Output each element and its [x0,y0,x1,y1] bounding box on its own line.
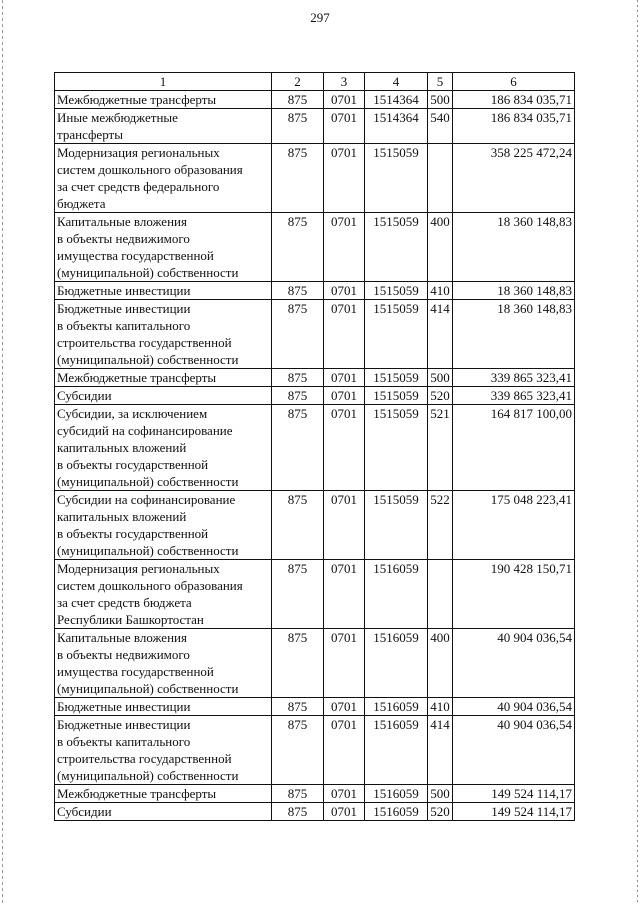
table-row [55,369,575,387]
cell-amount: 149 524 114,17 [453,803,575,821]
cell-target-code: 1515059 [365,491,428,560]
table-row [55,213,575,282]
cell-section-code: 0701 [324,369,365,387]
cell-expense-type: 500 [428,369,453,387]
cell-target-code: 1514364 [365,109,428,144]
cell-name: Капитальные вложения в объекты недвижимого имущества государственной (муниципальной) собственности [55,213,272,282]
cell-admin-code: 875 [272,109,324,144]
table-row [55,491,575,560]
cell-name: Иные межбюджетные трансферты [55,109,272,144]
cell-section-code: 0701 [324,91,365,109]
cell-section-code: 0701 [324,282,365,300]
cell-admin-code: 875 [272,803,324,821]
cell-name: Модернизация региональных систем дошкольного образования за счет средств бюджета Республики Башкортостан [55,560,272,629]
cell-expense-type: 540 [428,109,453,144]
cell-expense-type: 521 [428,405,453,491]
scan-edge-left [2,0,3,905]
cell-name: Капитальные вложения в объекты недвижимого имущества государственной (муниципальной) собственности [55,629,272,698]
table-row [55,716,575,785]
cell-section-code: 0701 [324,213,365,282]
cell-expense-type: 414 [428,300,453,369]
cell-target-code: 1515059 [365,282,428,300]
cell-amount: 339 865 323,41 [453,387,575,405]
cell-admin-code: 875 [272,698,324,716]
cell-name: Субсидии на софинансирование капитальных вложений в объекты государственной (муниципальной) собственности [55,491,272,560]
cell-admin-code: 875 [272,491,324,560]
cell-admin-code: 875 [272,213,324,282]
cell-expense-type: 414 [428,716,453,785]
table-row [55,282,575,300]
cell-expense-type: 410 [428,698,453,716]
cell-amount: 40 904 036,54 [453,716,575,785]
cell-amount: 149 524 114,17 [453,785,575,803]
table-row [55,560,575,629]
header-col-2: 2 [272,73,324,91]
cell-expense-type: 410 [428,282,453,300]
cell-section-code: 0701 [324,300,365,369]
cell-section-code: 0701 [324,491,365,560]
cell-admin-code: 875 [272,91,324,109]
cell-admin-code: 875 [272,405,324,491]
header-col-3: 3 [324,73,365,91]
header-col-1: 1 [55,73,272,91]
cell-name: Бюджетные инвестиции в объекты капитального строительства государственной (муниципальной) собственности [55,300,272,369]
cell-target-code: 1515059 [365,213,428,282]
cell-admin-code: 875 [272,716,324,785]
table-header-row [55,73,575,91]
cell-section-code: 0701 [324,387,365,405]
cell-section-code: 0701 [324,109,365,144]
cell-section-code: 0701 [324,698,365,716]
cell-target-code: 1515059 [365,369,428,387]
cell-expense-type: 500 [428,785,453,803]
scan-edge-right [637,0,638,905]
cell-amount: 40 904 036,54 [453,698,575,716]
cell-name: Межбюджетные трансферты [55,369,272,387]
cell-amount: 339 865 323,41 [453,369,575,387]
header-col-5: 5 [428,73,453,91]
cell-target-code: 1514364 [365,91,428,109]
page-number: 297 [310,10,330,25]
cell-admin-code: 875 [272,144,324,213]
cell-amount: 40 904 036,54 [453,629,575,698]
table-row [55,144,575,213]
cell-admin-code: 875 [272,369,324,387]
cell-section-code: 0701 [324,716,365,785]
cell-section-code: 0701 [324,803,365,821]
cell-amount: 190 428 150,71 [453,560,575,629]
cell-amount: 18 360 148,83 [453,213,575,282]
table-row [55,387,575,405]
cell-target-code: 1515059 [365,300,428,369]
cell-name: Бюджетные инвестиции [55,282,272,300]
cell-name: Межбюджетные трансферты [55,91,272,109]
cell-target-code: 1516059 [365,803,428,821]
cell-expense-type: 520 [428,387,453,405]
cell-target-code: 1516059 [365,785,428,803]
cell-section-code: 0701 [324,629,365,698]
cell-amount: 358 225 472,24 [453,144,575,213]
cell-target-code: 1515059 [365,387,428,405]
cell-target-code: 1515059 [365,405,428,491]
table-row [55,629,575,698]
cell-target-code: 1516059 [365,629,428,698]
cell-target-code: 1516059 [365,698,428,716]
cell-name: Субсидии [55,803,272,821]
cell-admin-code: 875 [272,785,324,803]
cell-name: Бюджетные инвестиции в объекты капитального строительства государственной (муниципальной) собственности [55,716,272,785]
header-col-6: 6 [453,73,575,91]
table-row [55,405,575,491]
cell-section-code: 0701 [324,144,365,213]
cell-expense-type: 500 [428,91,453,109]
cell-section-code: 0701 [324,405,365,491]
table-row [55,785,575,803]
cell-amount: 18 360 148,83 [453,282,575,300]
cell-target-code: 1516059 [365,716,428,785]
table-row [55,109,575,144]
cell-amount: 18 360 148,83 [453,300,575,369]
cell-admin-code: 875 [272,629,324,698]
header-col-4: 4 [365,73,428,91]
cell-name: Модернизация региональных систем дошкольного образования за счет средств федерального бюджета [55,144,272,213]
cell-expense-type: 520 [428,803,453,821]
cell-expense-type: 400 [428,213,453,282]
table-row [55,91,575,109]
cell-expense-type: 400 [428,629,453,698]
cell-expense-type: 522 [428,491,453,560]
table-row [55,803,575,821]
cell-amount: 175 048 223,41 [453,491,575,560]
cell-amount: 186 834 035,71 [453,91,575,109]
cell-expense-type [428,560,453,629]
cell-target-code: 1515059 [365,144,428,213]
budget-table [54,72,575,821]
cell-section-code: 0701 [324,560,365,629]
cell-admin-code: 875 [272,282,324,300]
cell-amount: 164 817 100,00 [453,405,575,491]
cell-amount: 186 834 035,71 [453,109,575,144]
cell-name: Межбюджетные трансферты [55,785,272,803]
cell-admin-code: 875 [272,300,324,369]
cell-name: Бюджетные инвестиции [55,698,272,716]
table-row [55,698,575,716]
table-row [55,300,575,369]
cell-name: Субсидии [55,387,272,405]
cell-target-code: 1516059 [365,560,428,629]
table-body [55,91,575,821]
cell-section-code: 0701 [324,785,365,803]
cell-admin-code: 875 [272,560,324,629]
cell-name: Субсидии, за исключением субсидий на софинансирование капитальных вложений в объекты государственной (муниципальной) собственности [55,405,272,491]
cell-expense-type [428,144,453,213]
cell-admin-code: 875 [272,387,324,405]
